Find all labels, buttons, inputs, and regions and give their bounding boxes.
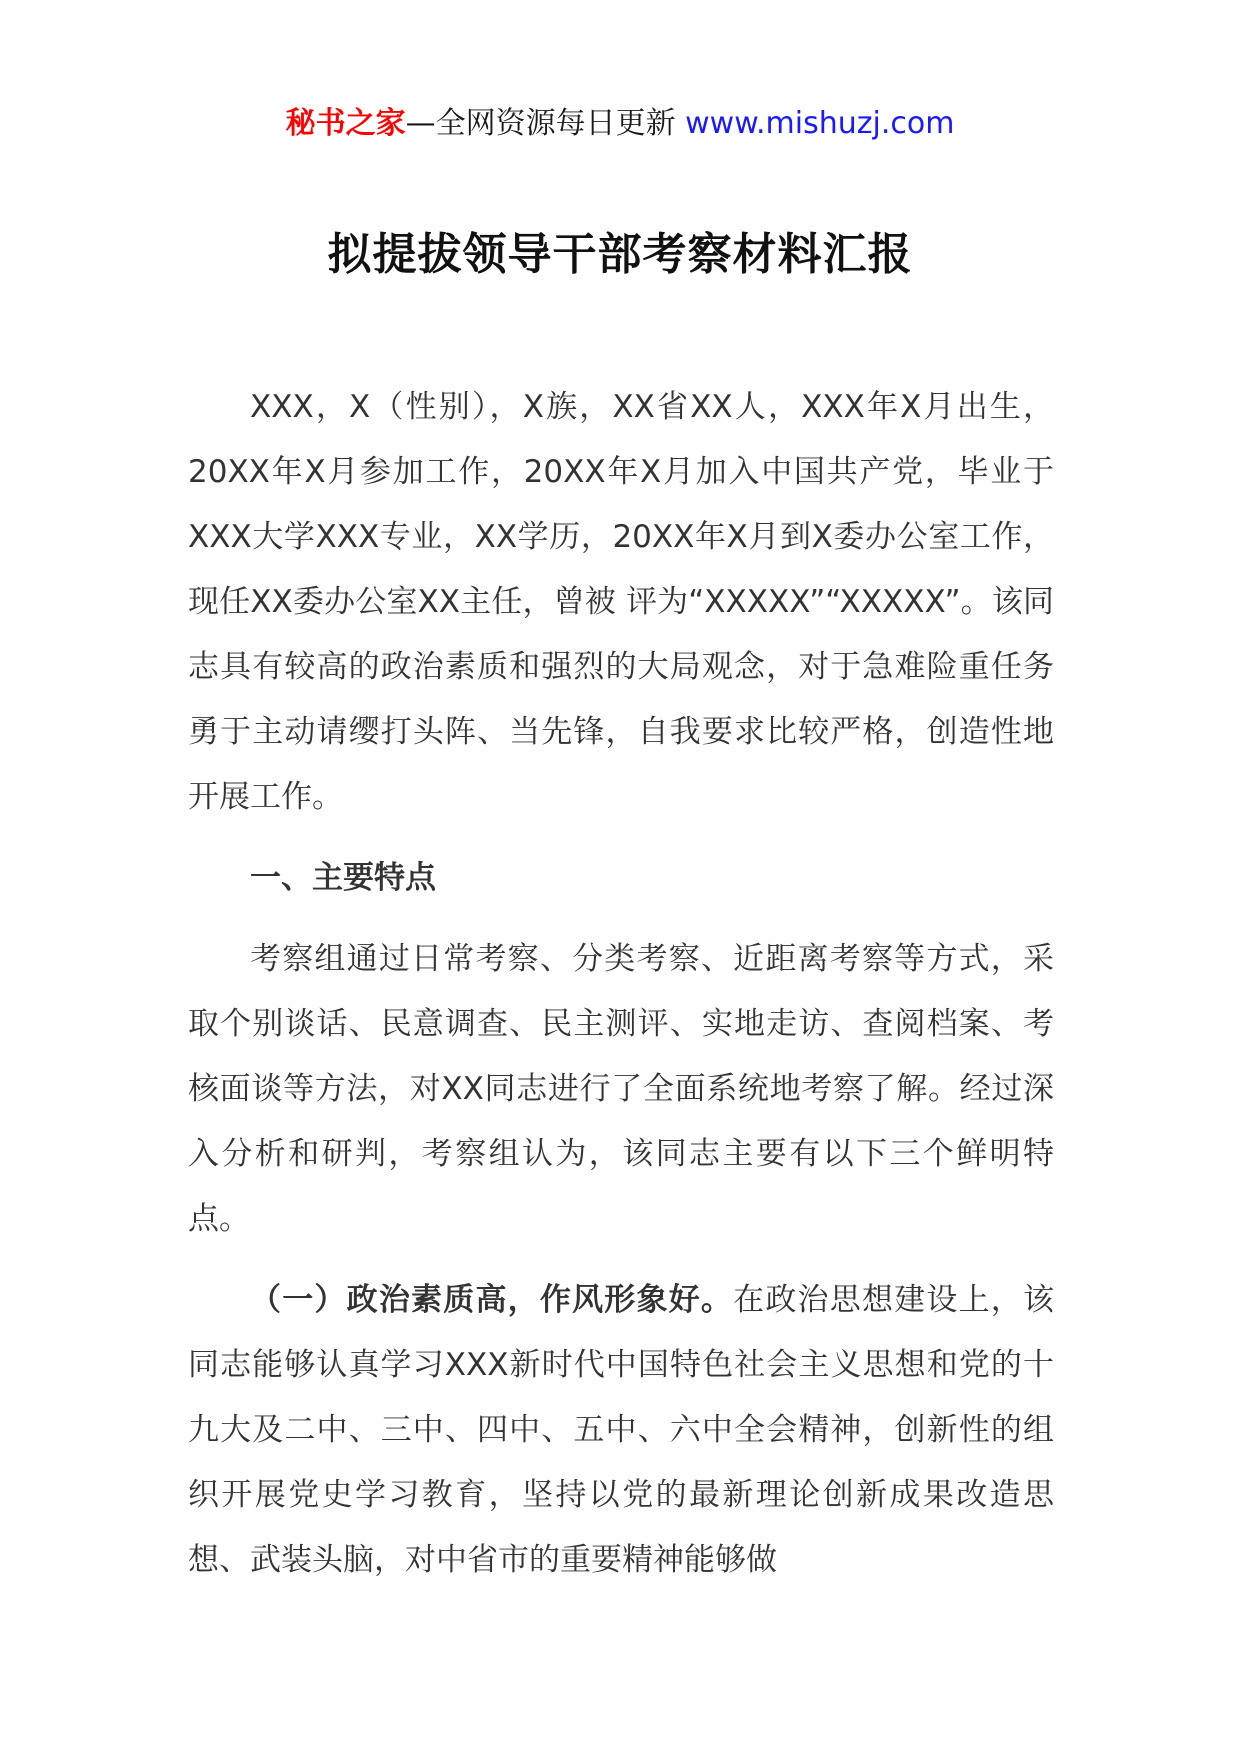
intro-paragraph: XXX，X（性别），X族，XX省XX人，XXX年X月出生，20XX年X月参加工作，20XX年X月加入中国共产党，毕业于XXX大学XXX专业，XX学历，20XX年X月到X委办公室工作，现任XX委办公室XX主任，曾被 评为“XXXXX”“XXXXX”。该同志具有较高的政治素质和强烈的大局观念，对于急难险重任务勇于主动请缨打头阵、当先锋，自我要求比较严格，创造性地开展工作。 (188, 389, 1054, 815)
document-title: 拟提拔领导干部考察材料汇报 (327, 229, 913, 280)
sub-section-paragraph (188, 1268, 1054, 1593)
site-slogan: —全网资源每日更新 (405, 106, 676, 141)
brand-name: 秘书之家 (285, 106, 406, 141)
sub-section-text: 在政治思想建设上，该同志能够认真学习XXX新时代中国特色社会主义思想和党的十九大及二中、三中、四中、五中、六中全会精神，创新性的组织开展党史学习教育，坚持以党的最新理论创新成果改造思想、武装头脑，对中省市的重要精神能够做 (188, 1282, 1054, 1578)
section-heading: 一、主要特点 (250, 860, 436, 896)
site-url-link[interactable]: www.mishuzj.com (685, 106, 955, 141)
site-header (0, 100, 1240, 148)
section-paragraph: 考察组通过日常考察、分类考察、近距离考察等方式，采取个别谈话、民意调查、民主测评、实地走访、查阅档案、考核面谈等方法，对XX同志进行了全面系统地考察了解。经过深入分析和研判，考察组认为，该同志主要有以下三个鲜明特点。 (188, 941, 1054, 1237)
sub-section-heading: （一）政治素质高，作风形象好。 (250, 1282, 734, 1318)
document-body (188, 375, 1054, 1593)
